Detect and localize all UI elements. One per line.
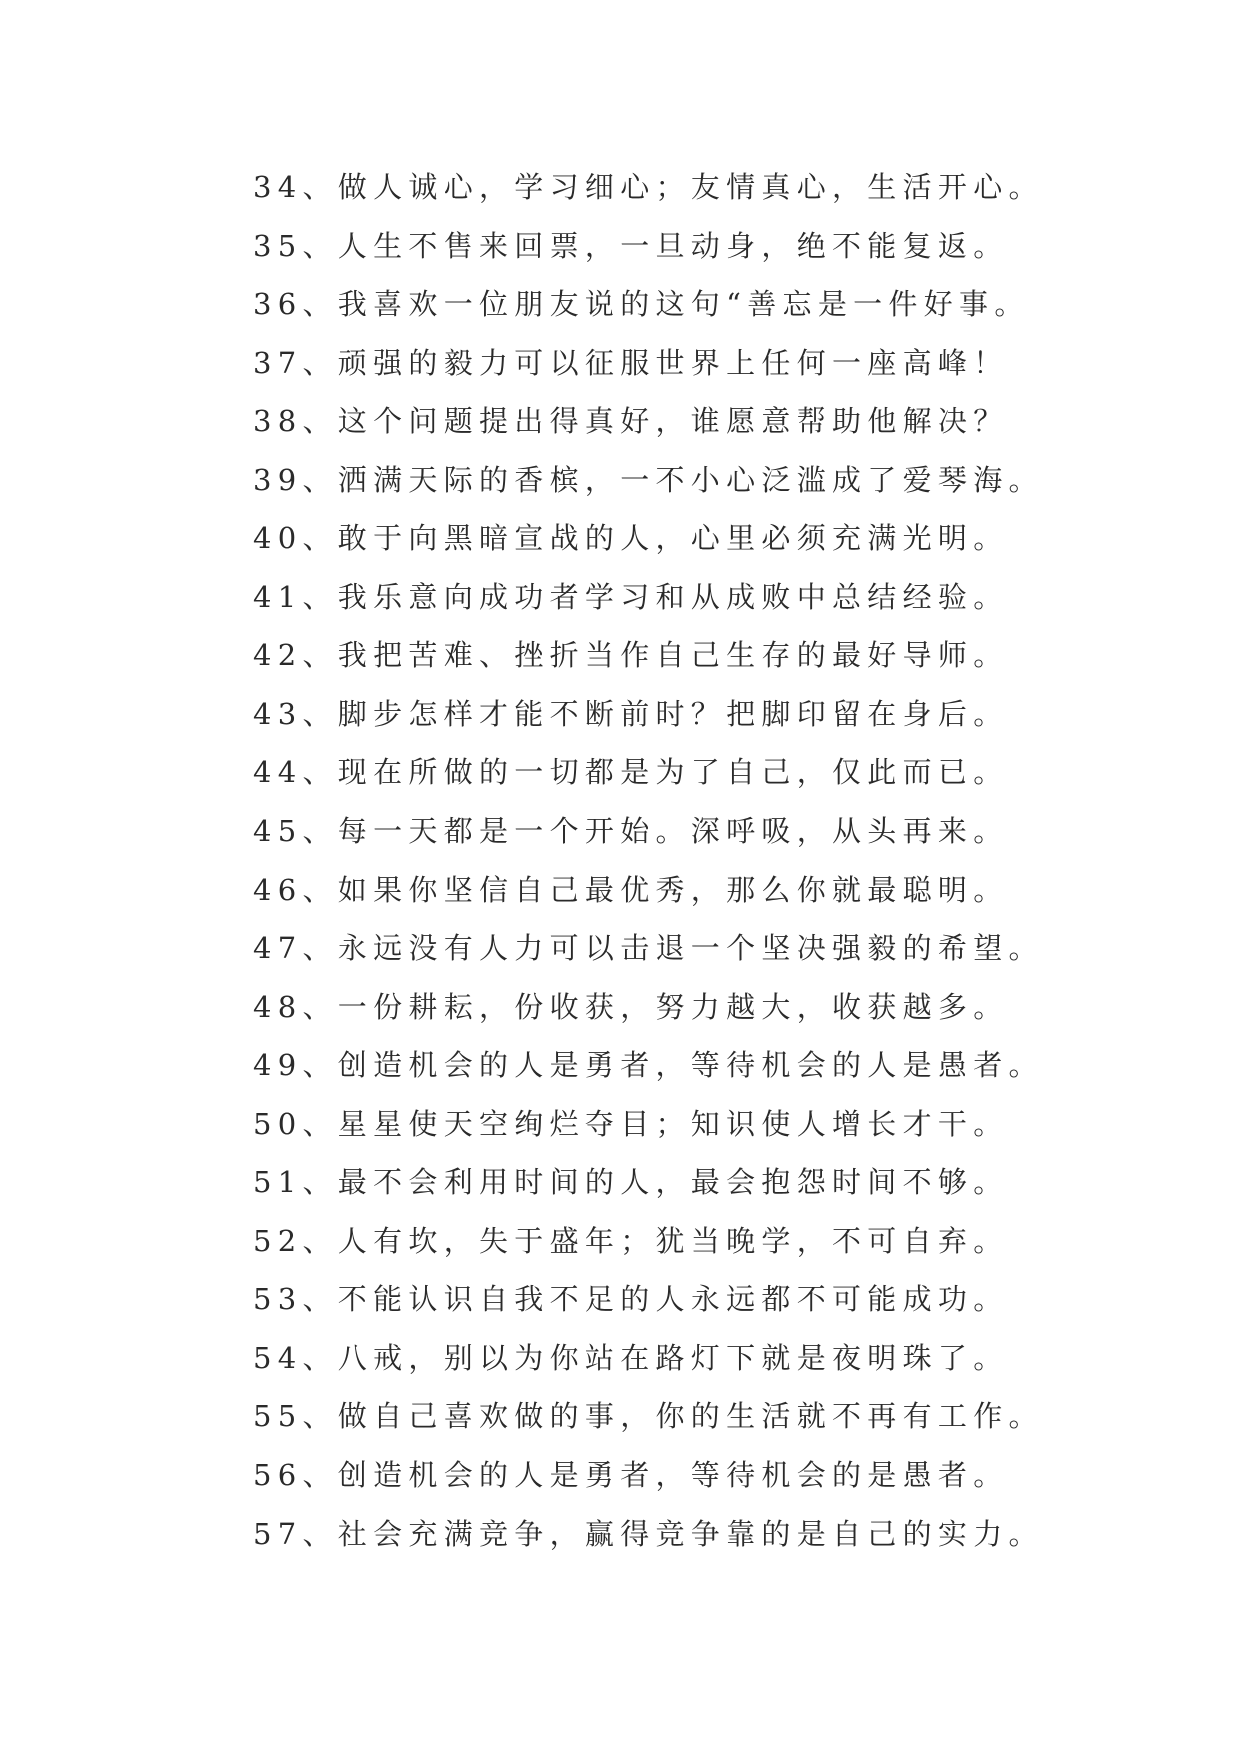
quote-line: 48、一份耕耘，份收获，努力越大，收获越多。: [253, 989, 1009, 1024]
quote-line: 39、洒满天际的香槟，一不小心泛滥成了爱琴海。: [253, 462, 1044, 497]
quote-line: 56、创造机会的人是勇者，等待机会的是愚者。: [253, 1458, 1009, 1493]
quote-line: 51、最不会利用时间的人，最会抱怨时间不够。: [253, 1165, 1009, 1200]
quote-line: 45、每一天都是一个开始。深呼吸，从头再来。: [253, 814, 1009, 849]
quote-line: 53、不能认识自我不足的人永远都不可能成功。: [253, 1282, 1009, 1317]
quote-line: 50、星星使天空绚烂夺目；知识使人增长才干。: [253, 1106, 1009, 1141]
quote-line: 43、脚步怎样才能不断前时？把脚印留在身后。: [253, 696, 1009, 731]
quote-list: [253, 158, 1213, 1563]
quote-line: 52、人有坎，失于盛年；犹当晚学，不可自弃。: [253, 1223, 1009, 1258]
quote-line: 44、现在所做的一切都是为了自己，仅此而已。: [253, 755, 1009, 790]
quote-line: 54、八戒，别以为你站在路灯下就是夜明珠了。: [253, 1340, 1009, 1375]
quote-line: 57、社会充满竞争，赢得竞争靠的是自己的实力。: [253, 1516, 1044, 1551]
quote-line: 46、如果你坚信自己最优秀，那么你就最聪明。: [253, 872, 1009, 907]
quote-line: 40、敢于向黑暗宣战的人，心里必须充满光明。: [253, 521, 1009, 556]
quote-line: 37、顽强的毅力可以征服世界上任何一座高峰！: [253, 345, 1009, 380]
quote-line: 49、创造机会的人是勇者，等待机会的人是愚者。: [253, 1048, 1044, 1083]
quote-line: 55、做自己喜欢做的事，你的生活就不再有工作。: [253, 1399, 1044, 1434]
quote-line: 35、人生不售来回票，一旦动身，绝不能复返。: [253, 228, 1009, 263]
quote-line: 47、永远没有人力可以击退一个坚决强毅的希望。: [253, 931, 1044, 966]
quote-line: 42、我把苦难、挫折当作自己生存的最好导师。: [253, 638, 1009, 673]
quote-line: 36、我喜欢一位朋友说的这句“善忘是一件好事。: [253, 287, 1030, 322]
quote-line: 41、我乐意向成功者学习和从成败中总结经验。: [253, 579, 1009, 614]
quote-line: 38、这个问题提出得真好，谁愿意帮助他解决？: [253, 404, 1009, 439]
quote-line: 34、做人诚心，学习细心；友情真心，生活开心。: [253, 170, 1044, 204]
